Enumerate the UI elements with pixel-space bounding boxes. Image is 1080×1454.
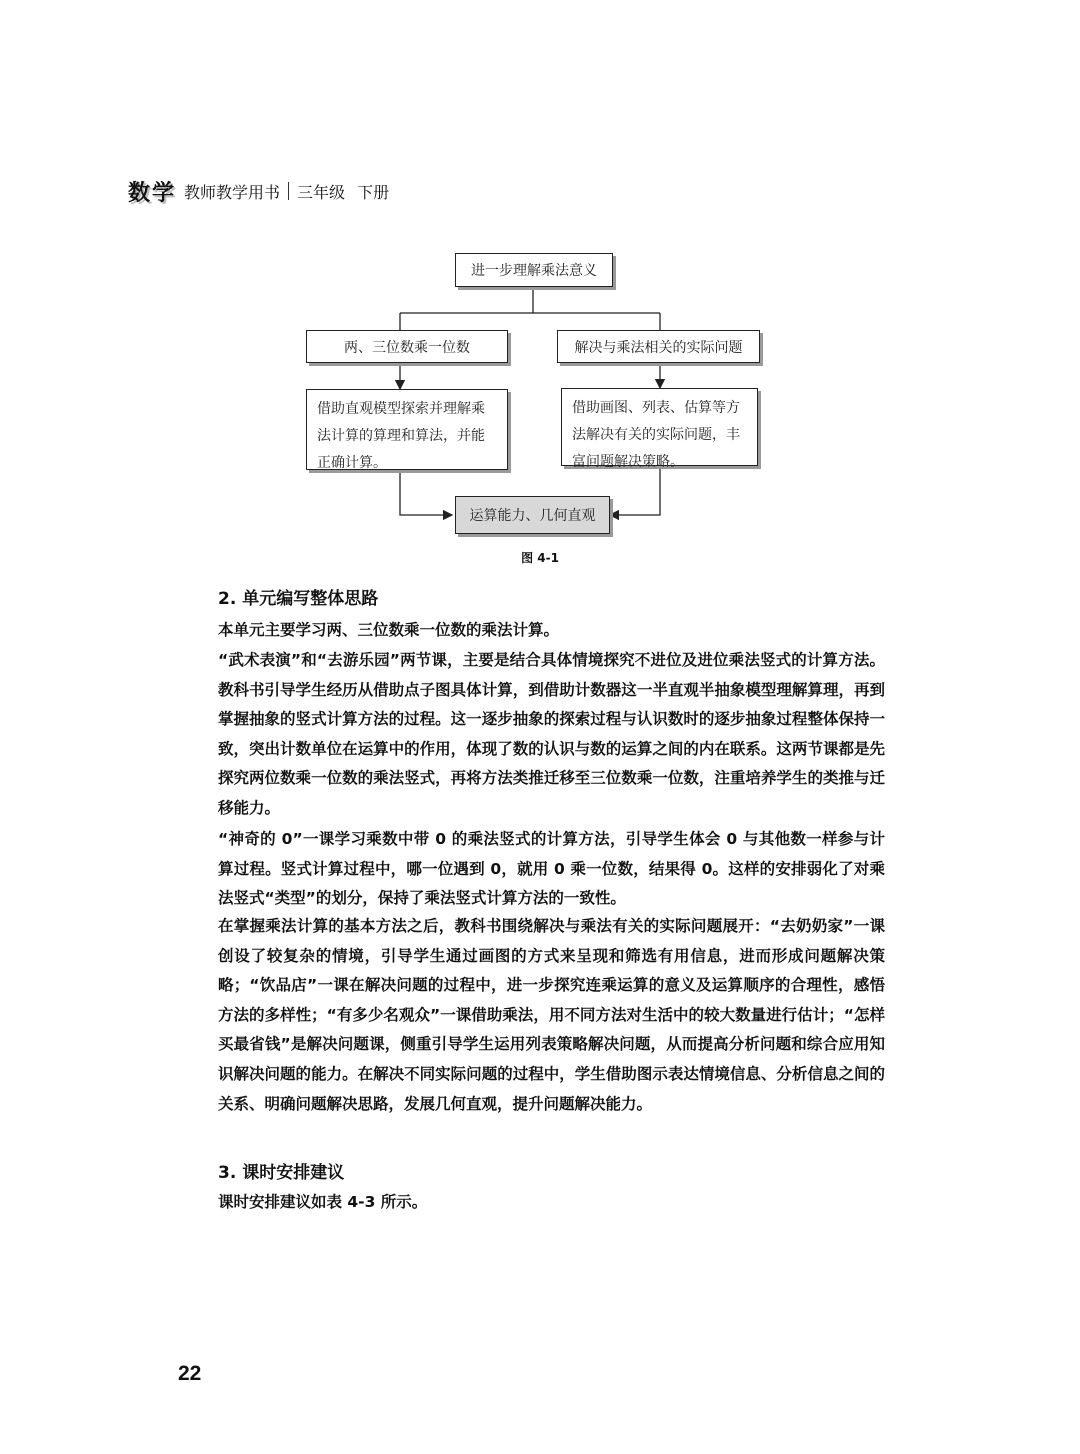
section-3-title: 3. 课时安排建议 — [218, 1163, 345, 1183]
paragraph-3-text: “神奇的 0”一课学习乘数中带 0 的乘法竖式的计算方法，引导学生体会 0 与其他数一样参与计算过程。竖式计算过程中，哪一位遇到 0，就用 0 乘一位数，结果得 0。这样的安排弱化了对乘法竖式“类型”的划分，保持了乘法竖式计算方法的一致性。 — [218, 830, 885, 908]
flow-diagram — [0, 0, 1080, 600]
diagram-box-left-branch: 两、三位数乘一位数 — [306, 330, 508, 363]
grade-label: 三年级 — [297, 182, 346, 202]
left-detail-line-3: 正确计算。 — [317, 455, 387, 471]
paragraph-2-text: “武术表演”和“去游乐园”两节课，主要是结合具体情境探究不进位及进位乘法竖式的计算方法。教科书引导学生经历从借助点子图具体计算，到借助计数器这一半直观半抽象模型理解算理，再到掌握抽象的竖式计算方法的过程。这一逐步抽象的探索过程与认识数时的逐步抽象过程整体保持一致，突出计数单位在运算中的作用，体现了数的认识与数的运算之间的内在联系。这两节课都是先探究两位数乘一位数的乘法竖式，再将方法类推迁移至三位数乘一位数，注重培养学生的类推与迁移能力。 — [218, 651, 885, 817]
section-3-paragraph-1: 课时安排建议如表 4-3 所示。 — [218, 1193, 428, 1211]
diagram-box-right-branch: 解决与乘法相关的实际问题 — [557, 330, 760, 363]
paragraph-4-text: 在掌握乘法计算的基本方法之后，教科书围绕解决与乘法有关的实际问题展开：“去奶奶家”一课创设了较复杂的情境，引导学生通过画图的方式来呈现和筛选有用信息，进而形成问题解决策略；“饮品店”一课在解决问题的过程中，进一步探究连乘运算的意义及运算顺序的合理性，感悟方法的多样性；“有多少名观众”一课借助乘法，用不同方法对生活中的较大数量进行估计；“怎样买最省钱”是解决问题课，侧重引导学生运用列表策略解决问题，从而提高分析问题和综合应用知识解决问题的能力。在解决不同实际问题的过程中，学生借助图示表达情境信息、分析信息之间的关系、明确问题解决思路，发展几何直观，提升问题解决能力。 — [218, 917, 885, 1113]
volume-label: 下册 — [357, 182, 390, 202]
diagram-box-top: 进一步理解乘法意义 — [455, 253, 613, 287]
figure-caption: 图 4-1 — [521, 551, 559, 565]
left-detail-line-1: 借助直观模型探索并理解乘 — [317, 401, 485, 417]
section-2-paragraph-1: 本单元主要学习两、三位数乘一位数的乘法计算。 — [218, 621, 560, 639]
diagram-box-right-detail — [561, 388, 758, 470]
page-number: 22 — [178, 1362, 202, 1385]
diagram-box-bottom: 运算能力、几何直观 — [455, 496, 610, 534]
subject-logo-char-2: 学 — [152, 179, 175, 206]
diagram-box-left-detail — [306, 389, 508, 470]
section-2-paragraph-4 — [218, 912, 885, 1119]
section-2-title: 2. 单元编写整体思路 — [218, 589, 379, 609]
left-detail-line-2: 法计算的算理和算法，并能 — [317, 428, 485, 444]
right-detail-line-1: 借助画图、列表、估算等方 — [572, 400, 740, 416]
book-name: 教师教学用书 — [184, 182, 281, 202]
right-detail-line-3: 富问题解决策略。 — [572, 454, 684, 470]
section-2-paragraph-3 — [218, 825, 885, 914]
section-2-paragraph-2 — [218, 646, 885, 824]
right-detail-line-2: 法解决有关的实际问题，丰 — [572, 427, 740, 443]
subject-logo-char-1: 数 — [128, 179, 151, 206]
